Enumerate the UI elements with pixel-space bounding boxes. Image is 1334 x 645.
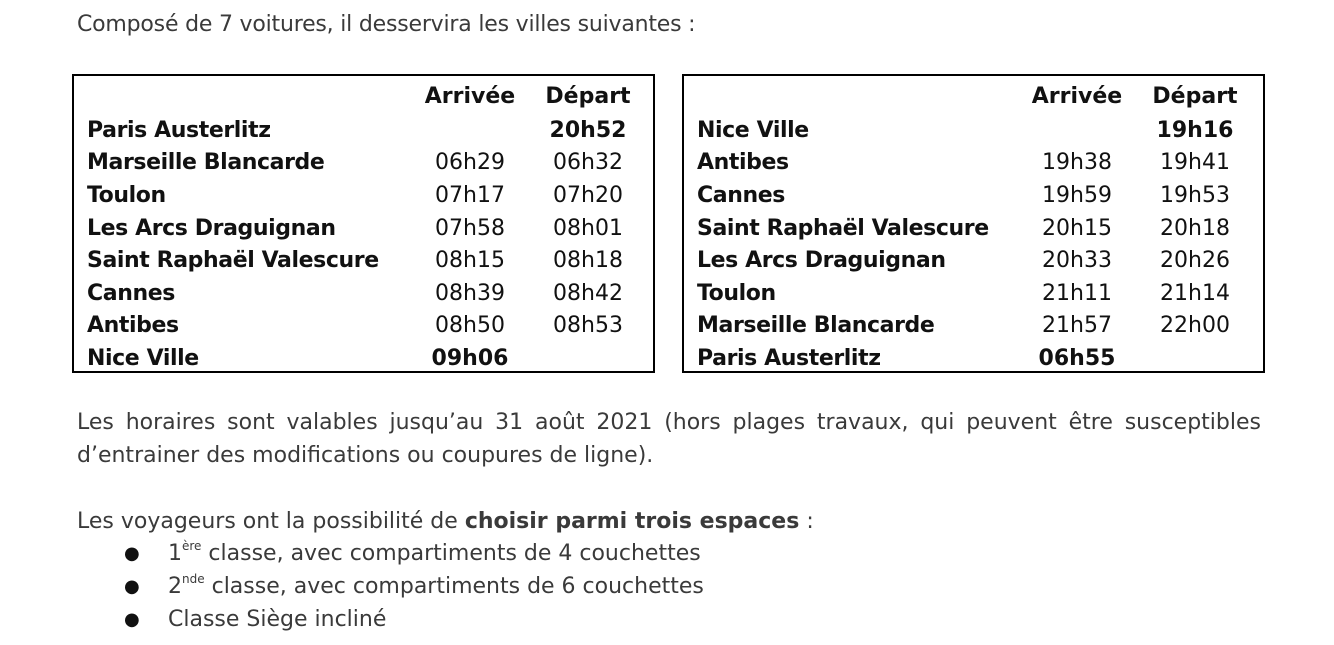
spaces-intro (77, 505, 1261, 538)
station-cell: Cannes (87, 280, 175, 306)
station-cell: Toulon (697, 280, 776, 306)
station-cell: Nice Ville (697, 117, 809, 143)
station-header (697, 78, 1013, 114)
table-row (697, 147, 1249, 180)
arrival-cell: 06h55 (1038, 345, 1116, 371)
departure-header: Départ (545, 83, 631, 109)
list-item-superscript: nde (182, 572, 205, 586)
station-cell: Paris Austerlitz (87, 117, 271, 143)
list-item-number: 2 (168, 574, 182, 599)
departure-cell: 22h00 (1160, 313, 1230, 339)
departure-cell: 07h20 (553, 182, 623, 208)
timetable-header-row (697, 78, 1249, 114)
station-cell: Paris Austerlitz (697, 345, 881, 371)
departure-cell: 20h18 (1160, 215, 1230, 241)
arrival-cell: 20h33 (1042, 248, 1112, 274)
departure-header: Départ (1152, 83, 1238, 109)
list-item-number: 1 (168, 541, 182, 566)
arrival-cell: 09h06 (431, 345, 509, 371)
departure-cell: 08h42 (553, 280, 623, 306)
arrival-cell: 20h15 (1042, 215, 1112, 241)
station-cell: Saint Raphaël Valescure (697, 215, 989, 241)
table-row (87, 310, 642, 343)
spaces-intro-prefix: Les voyageurs ont la possibilité de (77, 509, 465, 534)
table-row (697, 342, 1249, 375)
station-cell: Marseille Blancarde (87, 150, 325, 176)
timetable-return (682, 74, 1265, 373)
timetable-header-row (87, 78, 642, 114)
station-cell: Saint Raphaël Valescure (87, 248, 379, 274)
bullet-icon: ● (124, 543, 140, 564)
list-item (120, 570, 704, 603)
arrival-cell: 08h39 (435, 280, 505, 306)
arrival-cell: 21h57 (1042, 313, 1112, 339)
arrival-cell: 08h50 (435, 313, 505, 339)
arrival-cell: 06h29 (435, 150, 505, 176)
spaces-intro-suffix: : (799, 509, 814, 534)
bullet-icon: ● (124, 576, 140, 597)
arrival-header: Arrivée (424, 83, 516, 109)
list-item (120, 603, 704, 636)
list-item (120, 537, 704, 570)
table-row (697, 212, 1249, 245)
departure-cell: 08h01 (553, 215, 623, 241)
arrival-cell: 07h17 (435, 182, 505, 208)
table-row (697, 179, 1249, 212)
station-cell: Marseille Blancarde (697, 313, 935, 339)
table-row (87, 212, 642, 245)
timetable-outbound-table (87, 78, 642, 375)
arrival-cell: 07h58 (435, 215, 505, 241)
departure-cell: 20h26 (1160, 248, 1230, 274)
spaces-list (120, 537, 704, 636)
table-row (697, 310, 1249, 343)
departure-cell: 19h16 (1156, 117, 1234, 143)
departure-cell (534, 342, 642, 375)
departure-cell: 08h18 (553, 248, 623, 274)
station-cell: Antibes (87, 313, 179, 339)
departure-cell: 08h53 (553, 313, 623, 339)
list-item-text: classe, avec compartiments de 4 couchettes (201, 541, 701, 566)
table-row (87, 147, 642, 180)
list-item-text: classe, avec compartiments de 6 couchettes (204, 574, 704, 599)
station-cell: Nice Ville (87, 345, 199, 371)
table-row (697, 114, 1249, 147)
arrival-cell (406, 114, 534, 147)
departure-cell: 06h32 (553, 150, 623, 176)
table-row (697, 244, 1249, 277)
station-cell: Les Arcs Draguignan (87, 215, 336, 241)
station-cell: Toulon (87, 182, 166, 208)
departure-cell: 19h53 (1160, 182, 1230, 208)
spaces-intro-bold: choisir parmi trois espaces (464, 509, 800, 534)
table-row (87, 277, 642, 310)
table-row (87, 114, 642, 147)
station-cell: Les Arcs Draguignan (697, 248, 946, 274)
timetable-outbound (72, 74, 655, 373)
departure-cell: 20h52 (549, 117, 627, 143)
table-row (87, 179, 642, 212)
validity-paragraph: Les horaires sont valables jusqu’au 31 août 2021 (hors plages travaux, qui peuvent être susceptibles d’entrainer des modifications ou coupures de ligne). (77, 410, 1261, 468)
arrival-cell: 21h11 (1042, 280, 1112, 306)
arrival-cell: 19h38 (1042, 150, 1112, 176)
arrival-header: Arrivée (1031, 83, 1123, 109)
list-item-superscript: ère (182, 539, 202, 553)
table-row (87, 244, 642, 277)
arrival-cell: 08h15 (435, 248, 505, 274)
arrival-cell: 19h59 (1042, 182, 1112, 208)
table-row (87, 342, 642, 375)
station-header (87, 78, 406, 114)
station-cell: Cannes (697, 182, 785, 208)
departure-cell: 21h14 (1160, 280, 1230, 306)
arrival-cell (1013, 114, 1141, 147)
list-item-text: Classe Siège incliné (168, 607, 387, 632)
station-cell: Antibes (697, 150, 789, 176)
departure-cell (1141, 342, 1249, 375)
departure-cell: 19h41 (1160, 150, 1230, 176)
intro-text: Composé de 7 voitures, il desservira les villes suivantes : (77, 12, 696, 37)
bullet-icon: ● (124, 609, 140, 630)
timetable-return-table (697, 78, 1249, 375)
table-row (697, 277, 1249, 310)
